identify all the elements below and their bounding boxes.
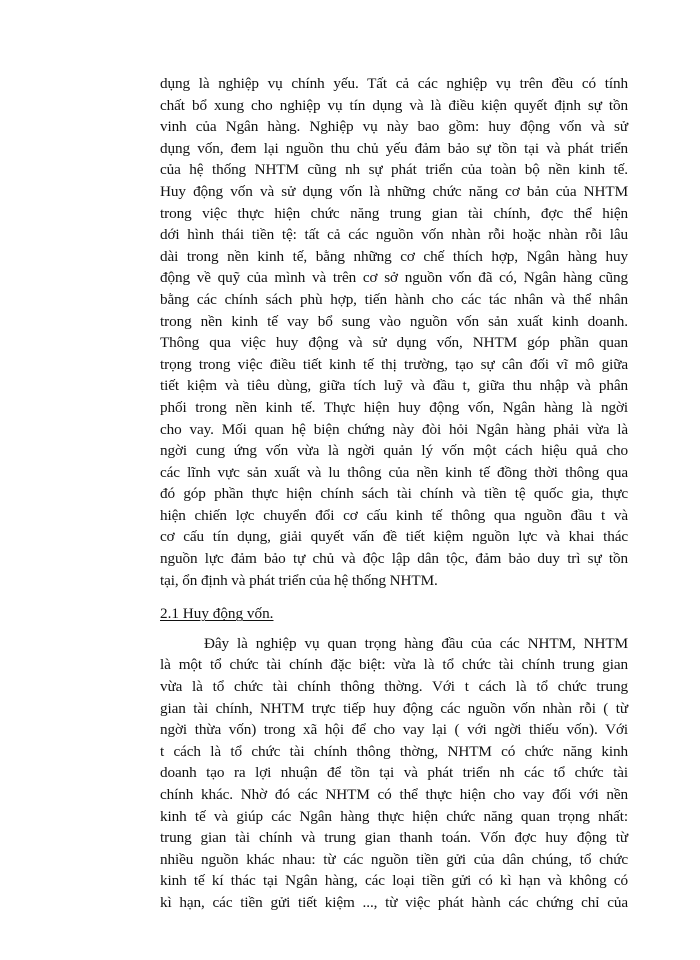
text-line: nguồn lực đảm bảo tự chủ và độc lập dân tộc, đảm bảo duy trì sự tồn (160, 550, 628, 568)
text-line: vinh của Ngân hàng. Nghiệp vụ này bao gồm: huy động vốn và sử (160, 118, 628, 136)
text-line: vừa là tổ chức tài chính thông thờng. Với t cách là tổ chức trung (160, 678, 628, 696)
text-line: cơ cấu tín dụng, giải quyết vấn đề tiết kiệm nguồn lực và khai thác (160, 528, 628, 546)
text-line: kinh tế và giúp các Ngân hàng thực hiện chức năng quan trọng nhất: (160, 807, 628, 825)
text-line: động về quỹ của mình và trên cơ sở nguồn vốn đã có, Ngân hàng cũng (160, 269, 628, 287)
text-line: của hệ thống NHTM cũng nh sự phát triển của toàn bộ nền kinh tế. (160, 161, 628, 179)
text-line: phối trong nền kinh tế. Thực hiện huy động vốn, Ngân hàng là ngời (160, 398, 628, 416)
text-line: trọng trong việc điều tiết kinh tế thị trường, tạo sự cân đối vĩ mô giữa (160, 355, 628, 373)
paragraph-huy-dong-von (160, 633, 628, 914)
text-line: t cách là tổ chức tài chính thông thờng, NHTM có chức năng kinh (160, 742, 628, 760)
text-line: tại, ổn định và phát triển của hệ thống NHTM. (160, 571, 438, 589)
text-line: kì hạn, các tiền gửi tiết kiệm ..., từ việc phát hành các chứng chỉ của (160, 893, 628, 911)
text-line: nhiều nguồn khác nhau: từ các nguồn tiền gửi của dân chúng, tổ chức (160, 850, 628, 868)
text-line: tiết kiệm và tiêu dùng, giữa tích luỹ và đầu t, giữa thu nhập và phân (160, 377, 628, 395)
text-line: trong việc thực hiện chức năng trung gian tài chính, đợc thể hiện (160, 204, 628, 222)
text-line: đó góp phần thực hiện chính sách tài chính và tiền tệ quốc gia, thực (160, 485, 628, 503)
text-line: cho vay. Mối quan hệ biện chứng này đòi hỏi Ngân hàng phải vừa là (160, 420, 628, 438)
text-line: dài trong nền kinh tế, bằng những cơ chế thích hợp, Ngân hàng huy (160, 247, 628, 265)
text-line: chính khác. Nhờ đó các NHTM có thể thực hiện cho vay đối với nền (160, 786, 628, 803)
document-page (160, 73, 628, 914)
section-heading: 2.1 Huy động vốn. (160, 605, 274, 623)
text-line: là một tổ chức tài chính đặc biệt: vừa là tổ chức tài chính trung gian (160, 656, 628, 674)
text-line: dới hình thái tiền tệ: tất cả các nguồn vốn nhàn rỗi hoặc nhàn rỗi lâu (160, 226, 628, 244)
paragraph-intro (160, 73, 628, 591)
text-line: chất bổ xung cho nghiệp vụ tín dụng và là điều kiện quyết định sự tồn (160, 96, 628, 114)
text-line: kinh tế kí thác tại Ngân hàng, các loại tiền gửi có kì hạn và không có (160, 872, 628, 890)
text-line: bằng các chính sách phù hợp, tiến hành cho các tác nhân và thể nhân (160, 290, 628, 308)
text-line: doanh tạo ra lợi nhuận để tồn tại và phát triển nh các tổ chức tài (160, 764, 628, 782)
text-line: ngời thừa vốn) trong xã hội để cho vay lại ( với ngời thiếu vốn). Với (160, 721, 628, 739)
text-line: Huy động vốn và sử dụng vốn là những chức năng cơ bản của NHTM (160, 182, 628, 200)
text-line: hiện chiến lợc chuyển đổi cơ cấu kinh tế thông qua nguồn đầu t và (160, 506, 628, 524)
text-line: trong nền kinh tế vay bổ sung vào nguồn vốn sản xuất kinh doanh. (160, 312, 628, 330)
text-line: gian tài chính, NHTM trực tiếp huy động các nguồn vốn nhàn rỗi ( từ (160, 699, 628, 717)
text-line: dụng là nghiệp vụ chính yếu. Tất cả các nghiệp vụ trên đều có tính (160, 75, 628, 92)
text-line: dụng vốn, đem lại nguồn thu chủ yếu đảm bảo sự tồn tại và phát triển (160, 139, 628, 157)
text-line: trung gian tài chính và trung gian thanh toán. Vốn đợc huy động từ (160, 829, 628, 847)
text-line: ngời cung ứng vốn vừa là ngời quản lý vốn một cách hiệu quả cho (160, 442, 628, 460)
text-line: các lĩnh vực sản xuất và lu thông của nền kinh tế đồng thời thông qua (160, 463, 628, 481)
text-line: Đây là nghiệp vụ quan trọng hàng đầu của các NHTM, NHTM (204, 634, 628, 652)
text-line: Thông qua việc huy động và sử dụng vốn, NHTM góp phần quan (160, 334, 628, 352)
